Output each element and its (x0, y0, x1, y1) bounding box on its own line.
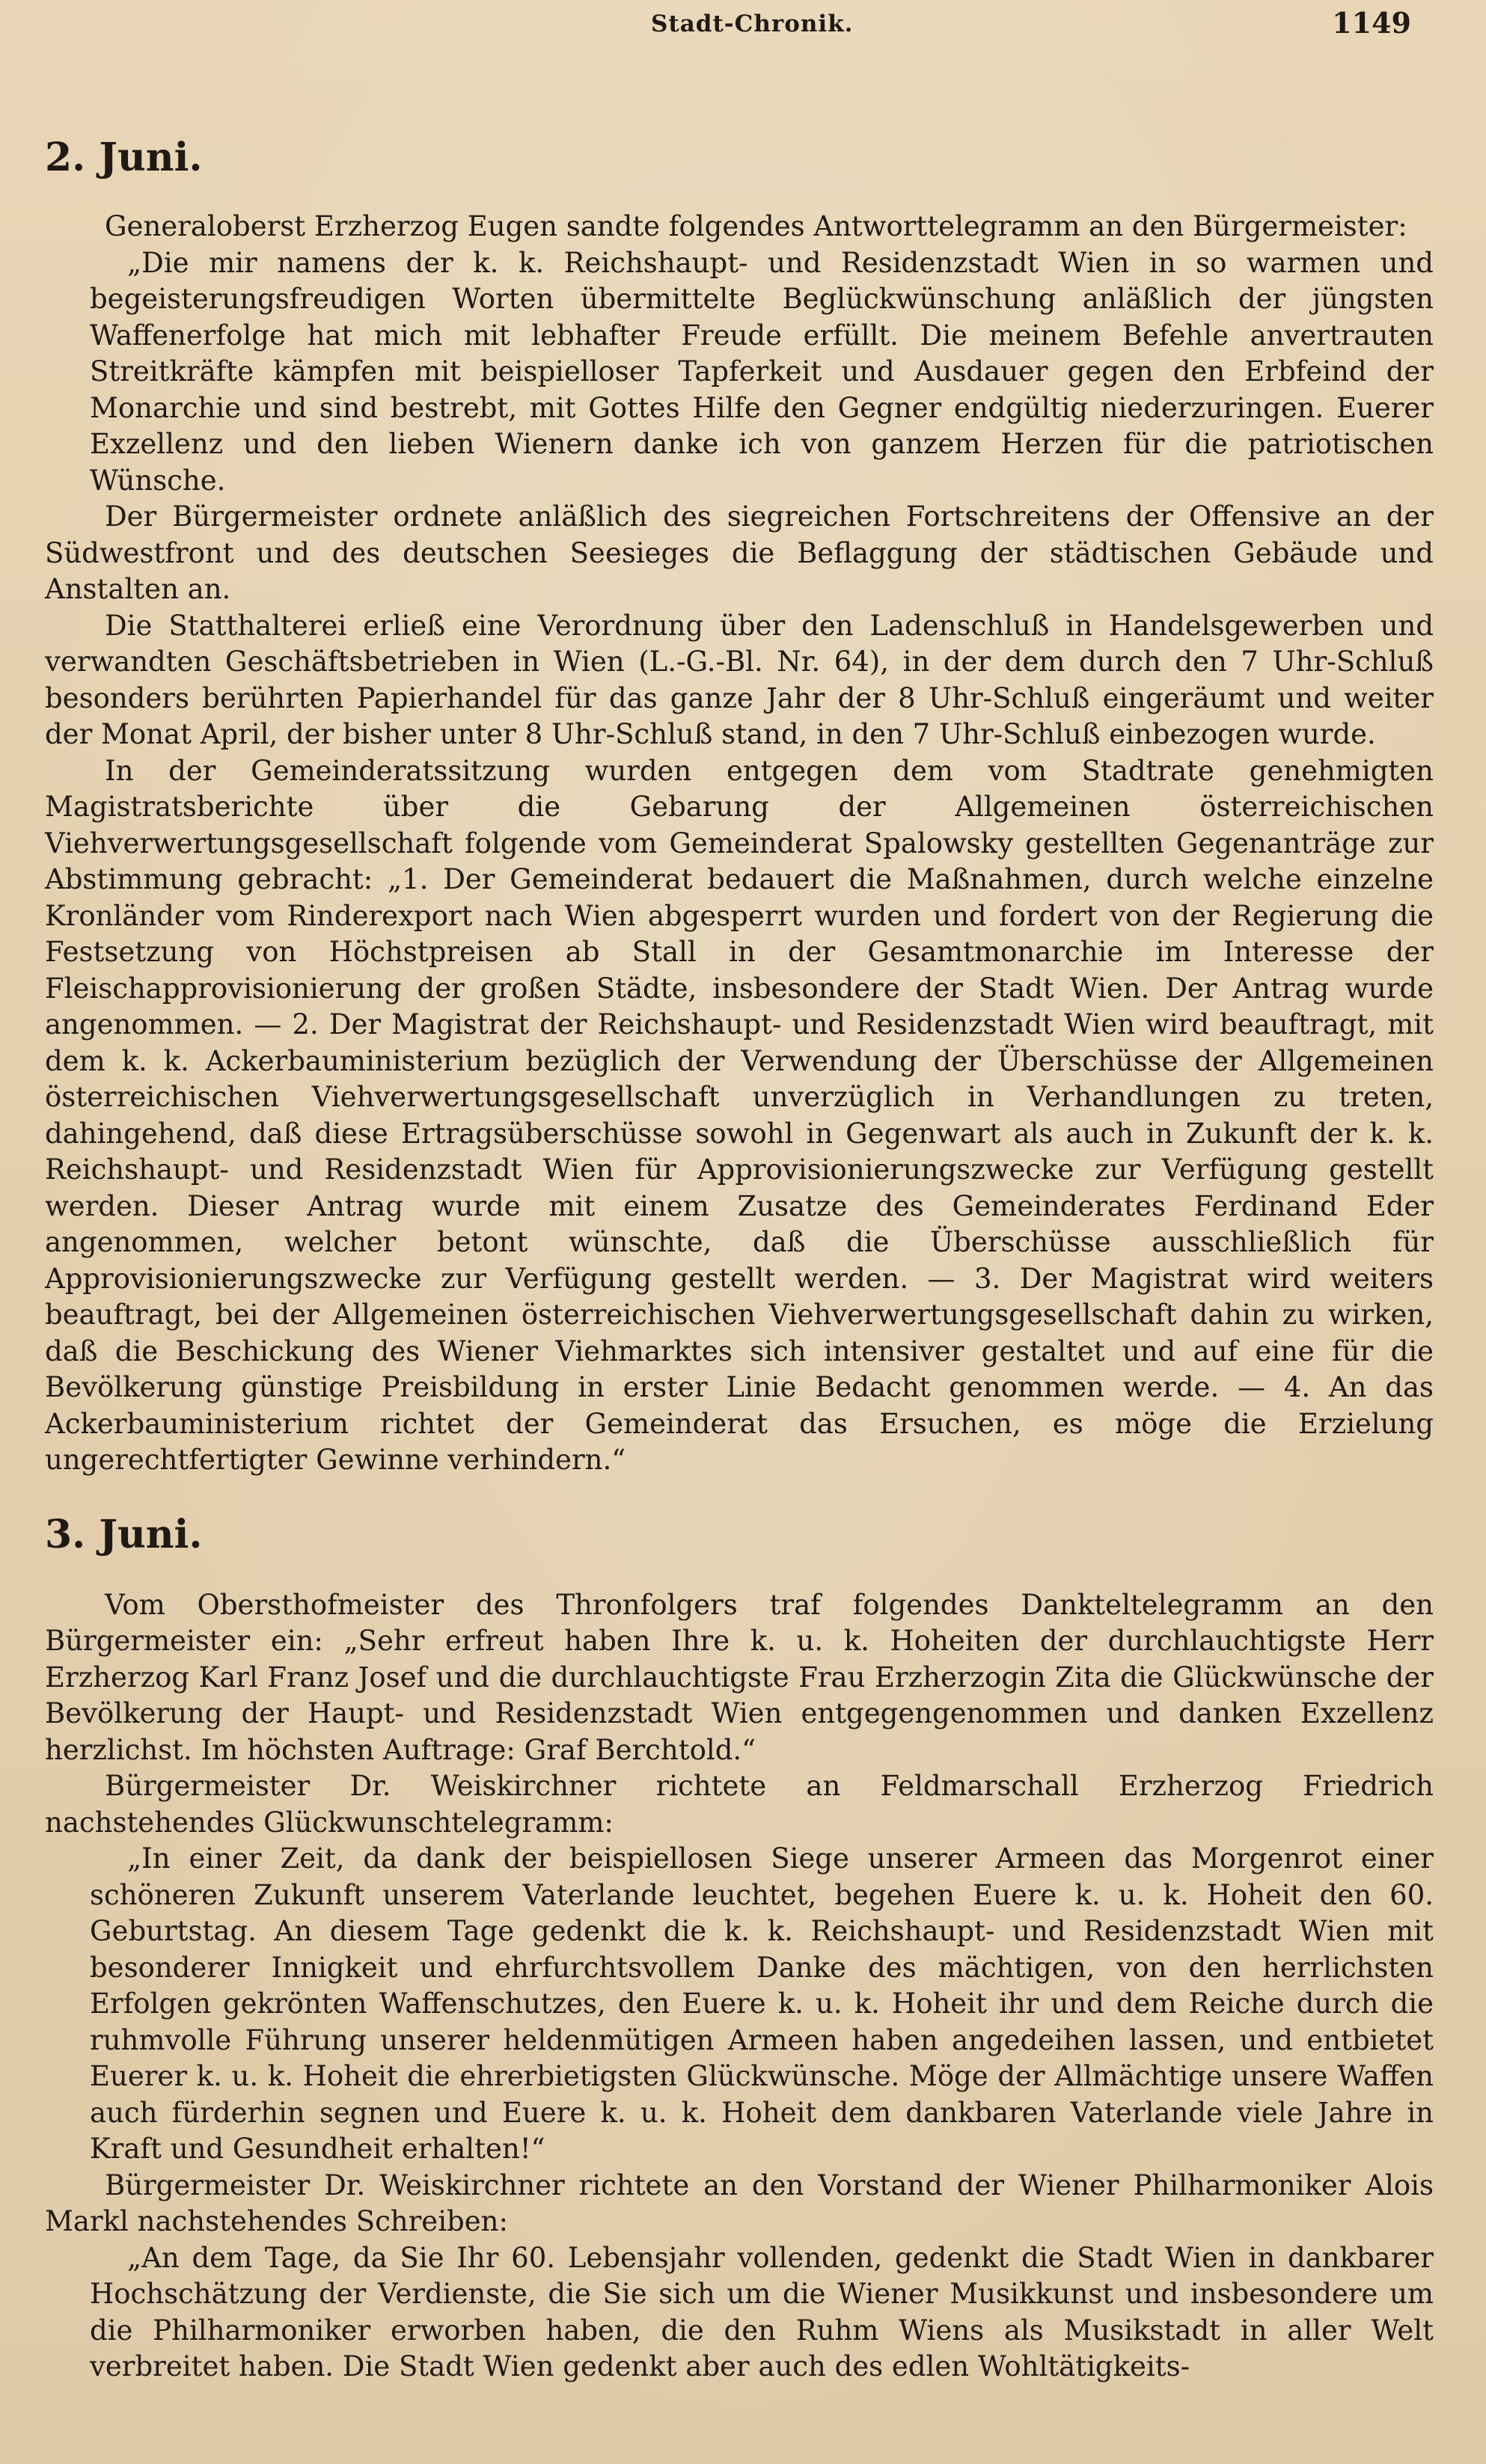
date-heading-june-3: 3. Juni. (45, 1511, 203, 1557)
paragraph: Bürgermeister Dr. Weiskirchner richtete an den Vorstand der Wiener Philharmoniker Alois Markl nachstehendes Schreiben: (45, 2169, 1434, 2237)
date-heading-june-2: 2. Juni. (45, 135, 203, 180)
paragraph: Bürgermeister Dr. Weiskirchner richtete an Feldmarschall Erzherzog Friedrich nachstehendes Glückwunschtelegramm: (45, 1770, 1434, 1839)
quoted-telegram: „Die mir namens der k. k. Reichshaupt- und Residenzstadt Wien in so warmen und begeisterungsfreudigen Worten übermittelte Beglückwünschung anläßlich der jüngsten Waffenerfolge hat mich mit lebhafter Freude erfüllt. Die meinem Befehle anvertrauten Streitkräfte kämpfen mit beispielloser Tapferkeit und Ausdauer gegen den Erbfeind der Monarchie und sind bestrebt, mit Gottes Hilfe den Gegner endgültig niederzuringen. Euerer Exzellenz und den lieben Wienern danke ich von ganzem Herzen für die patriotischen Wünsche. (90, 246, 1434, 497)
paragraph: In der Gemeinderatssitzung wurden entgegen dem vom Stadtrate genehmigten Magistratsberichte über die Gebarung der Allgemeinen österreichischen Viehverwertungsgesellschaft folgende vom Gemeinderat Spalowsky gestellten Gegenanträge zur Abstimmung gebracht: „1. Der Gemeinderat bedauert die Maßnahmen, durch welche einzelne Kronländer vom Rinderexport nach Wien abgesperrt wurden und fordert von der Regierung die Festsetzung von Höchstpreisen ab Stall in der Gesamtmonarchie im Interesse der Fleischapprovisionierung der großen Städte, insbesondere der Stadt Wien. Der Antrag wurde angenommen. — 2. Der Magistrat der Reichshaupt- und Residenzstadt Wien wird beauftragt, mit dem k. k. Ackerbauministerium bezüglich der Verwendung der Überschüsse der Allgemeinen österreichischen Viehverwertungsgesellschaft unverzüglich in Verhandlungen zu treten, dahingehend, daß diese Ertragsüberschüsse sowohl in Gegenwart als auch in Zukunft der k. k. Reichshaupt- und Residenzstadt Wien für Approvisionierungszwecke zur Verfügung gestellt werden. Dieser Antrag wurde mit einem Zusatze des Gemeinderates Ferdinand Eder angenommen, welcher betont wünschte, daß die Überschüsse ausschließlich für Approvisionierungszwecke zur Verfügung gestellt werden. — 3. Der Magistrat wird weiters beauftragt, bei der Allgemeinen österreichischen Viehverwertungsgesellschaft dahin zu wirken, daß die Beschickung des Wiener Viehmarktes sich intensiver gestaltet und auf eine für die Bevölkerung günstige Preisbildung in erster Linie Bedacht genommen werde. — 4. An das Ackerbauministerium richtet der Gemeinderat das Ersuchen, es möge die Erzielung ungerechtfertigter Gewinne verhindern.“ (45, 754, 1434, 1476)
paragraph: Vom Obersthofmeister des Thronfolgers traf folgendes Dankteltelegramm an den Bürgermeister ein: „Sehr erfreut haben Ihre k. u. k. Hoheiten der durchlauchtigste Herr Erzherzog Karl Franz Josef und die durchlauchtigste Frau Erzherzogin Zita die Glückwünsche der Bevölkerung der Haupt- und Residenzstadt Wien entgegengenommen und danken Exzellenz herzlichst. Im höchsten Auftrage: Graf Berchtold.“ (45, 1588, 1434, 1766)
quoted-telegram: „In einer Zeit, da dank der beispiellosen Siege unserer Armeen das Morgenrot einer schöneren Zukunft unserem Vaterlande leuchtet, begehen Euere k. u. k. Hoheit den 60. Geburtstag. An diesem Tage gedenkt die k. k. Reichshaupt- und Residenzstadt Wien mit besonderer Innigkeit und ehrfurchtsvollem Danke des mächtigen, von den herrlichsten Erfolgen gekrönten Waffenschutzes, den Euere k. u. k. Hoheit ihr und dem Reiche durch die ruhmvolle Führung unserer heldenmütigen Armeen haben angedeihen lassen, und entbietet Euerer k. u. k. Hoheit die ehrerbietigsten Glückwünsche. Möge der Allmächtige unsere Waffen auch fürderhin segnen und Euere k. u. k. Hoheit dem dankbaren Vaterlande viele Jahre in Kraft und Gesundheit erhalten!“ (90, 1842, 1434, 2165)
paragraph: Die Statthalterei erließ eine Verordnung über den Ladenschluß in Handelsgewerben und verwandten Geschäftsbetrieben in Wien (L.-G.-Bl. Nr. 64), in der dem durch den 7 Uhr-Schluß besonders berührten Papierhandel für das ganze Jahr der 8 Uhr-Schluß eingeräumt und weiter der Monat April, der bisher unter 8 Uhr-Schluß stand, in den 7 Uhr-Schluß einbezogen wurde. (45, 609, 1434, 750)
page-number: 1149 (1332, 6, 1411, 40)
running-header (45, 0, 1434, 52)
running-title: Stadt-Chronik. (651, 10, 854, 37)
quoted-letter: „An dem Tage, da Sie Ihr 60. Lebensjahr vollenden, gedenkt die Stadt Wien in dankbarer Hochschätzung der Verdienste, die Sie sich um die Wiener Musikkunst und insbesondere um die Philharmoniker erworben haben, die den Ruhm Wiens als Musikstadt in aller Welt verbreitet haben. Die Stadt Wien gedenkt aber auch des edlen Wohltätigkeits- (90, 2241, 1434, 2382)
paragraph: Generaloberst Erzherzog Eugen sandte folgendes Antworttelegramm an den Bürgermeister: (105, 210, 1407, 242)
paragraph: Der Bürgermeister ordnete anläßlich des siegreichen Fortschreitens der Offensive an der Südwestfront und des deutschen Seesieges die Beflaggung der städtischen Gebäude und Anstalten an. (45, 500, 1434, 605)
